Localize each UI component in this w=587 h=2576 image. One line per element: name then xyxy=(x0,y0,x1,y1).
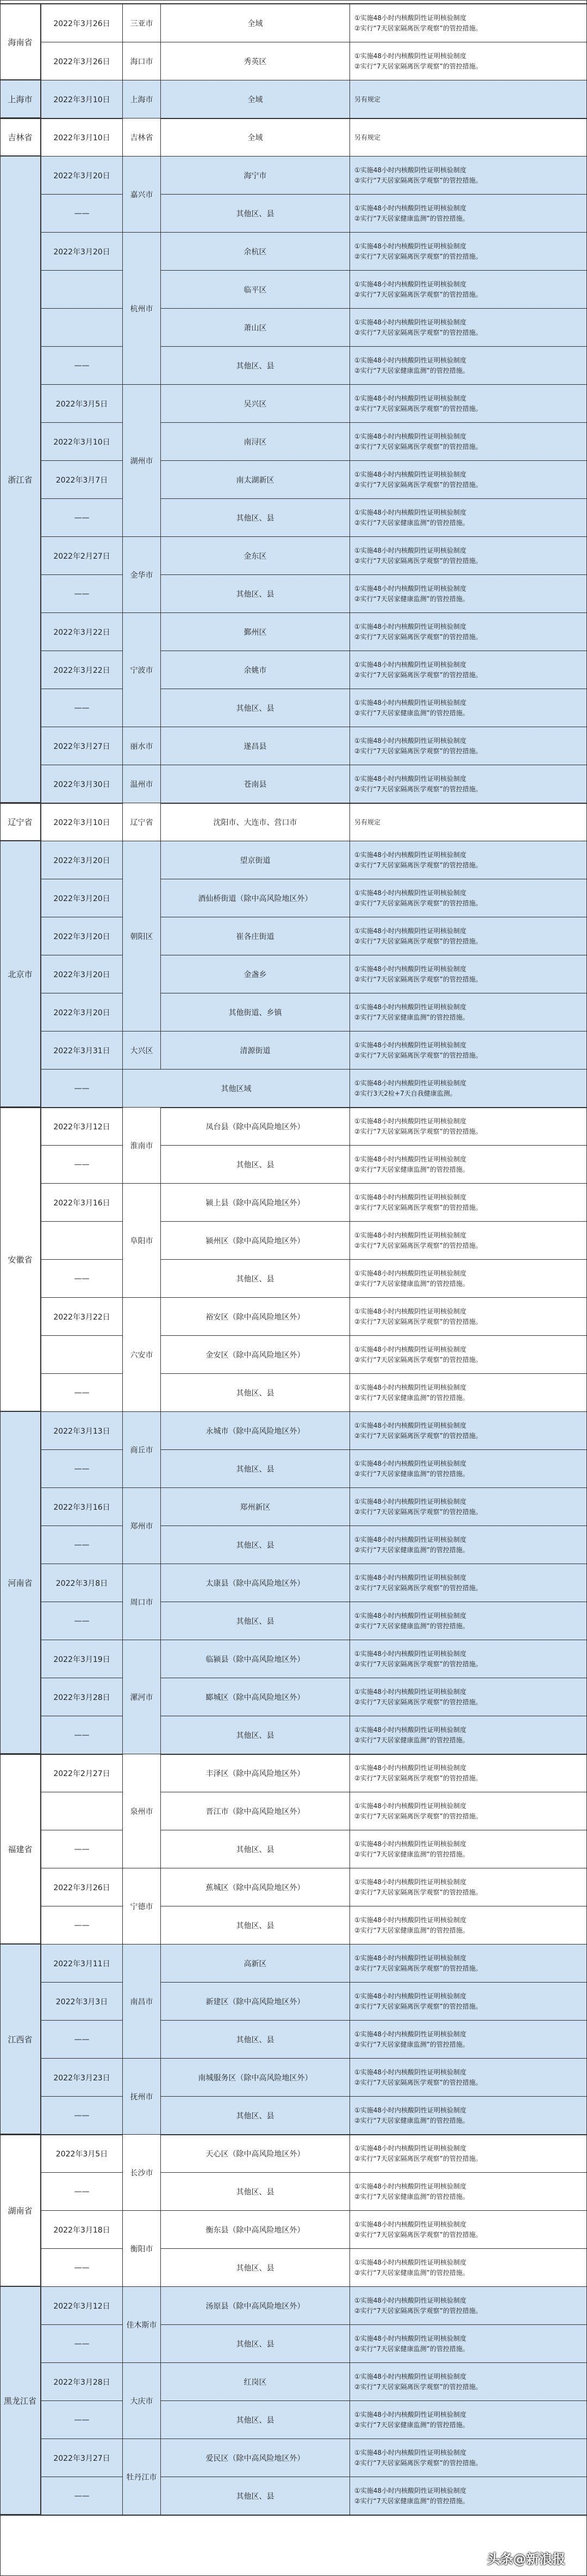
province-cell: 上海市 xyxy=(0,80,41,118)
province-cell: 浙江省 xyxy=(0,157,41,803)
date-cell: —— xyxy=(41,2097,123,2135)
policy-cell: ①实施48小时内核酸阴性证明核验制度 ②实行“7天居家健康监测”的管控措施。 xyxy=(354,2335,469,2353)
area-cell: 其他街道、乡镇 xyxy=(161,993,350,1031)
province-cell: 辽宁省 xyxy=(0,803,41,841)
province-rule xyxy=(0,2515,587,2516)
date-cell: 2022年3月31日 xyxy=(41,1031,123,1070)
date-cell: —— xyxy=(41,1906,123,1944)
area-cell: 其他区、县 xyxy=(161,1906,350,1944)
date-cell: 2022年3月23日 xyxy=(41,2059,123,2097)
policy-cell: ①实施48小时内核酸阴性证明核验制度 ②实行“7天居家隔离医学观察”的管控措施。 xyxy=(354,1498,482,1516)
date-cell: 2022年2月27日 xyxy=(41,537,123,575)
area-cell: 沈阳市、大连市、营口市 xyxy=(161,803,350,841)
policy-cell: ①实施48小时内核酸阴性证明核验制度 ②实行“7天居家隔离医学观察”的管控措施。 xyxy=(354,433,482,451)
policy-cell: ①实施48小时内核酸阴性证明核验制度 ②实行“7天居家隔离医学观察”的管控措施。 xyxy=(354,2221,482,2239)
area-cell: 其他区域 xyxy=(123,1070,350,1108)
area-cell: 衡东县（除中高风险地区外） xyxy=(161,2211,350,2249)
area-cell: 其他区、县 xyxy=(161,2249,350,2287)
city-cell: 三亚市 xyxy=(123,4,161,42)
date-cell: 2022年3月30日 xyxy=(41,765,123,803)
area-cell: 其他区、县 xyxy=(161,2097,350,2135)
area-cell: 凤台县（除中高风险地区外） xyxy=(161,1108,350,1146)
province-cell: 湖南省 xyxy=(0,2135,41,2287)
policy-cell: ①实施48小时内核酸阴性证明核验制度 ②实行“7天居家健康监测”的管控措施。 xyxy=(354,585,469,603)
area-cell: 其他区、县 xyxy=(161,2325,350,2363)
date-cell: —— xyxy=(41,1374,123,1412)
date-cell: 2022年3月11日 xyxy=(41,1944,123,1983)
policy-cell: ①实施48小时内核酸阴性证明核验制度 ②实行“7天居家健康监测”的管控措施。 xyxy=(354,1384,469,1402)
area-cell: 颍上县（除中高风险地区外） xyxy=(161,1184,350,1222)
city-cell: 大兴区 xyxy=(123,1031,161,1070)
policy-cell: ①实施48小时内核酸阴性证明核验制度 ②实行“7天居家隔离医学观察”的管控措施。 xyxy=(354,1764,482,1782)
area-cell: 郑州新区 xyxy=(161,1488,350,1526)
date-cell: —— xyxy=(41,2249,123,2287)
city-cell: 海口市 xyxy=(123,42,161,80)
date-cell: 2022年3月16日 xyxy=(41,1488,123,1526)
area-cell: 其他区、县 xyxy=(161,575,350,613)
date-cell: 2022年3月18日 xyxy=(41,2211,123,2249)
policy-cell: ①实施48小时内核酸阴性证明核验制度 ②实行“7天居家隔离医学观察”的管控措施。 xyxy=(354,1878,482,1896)
area-cell: 南浔区 xyxy=(161,423,350,461)
table-row xyxy=(41,1070,587,1108)
area-cell: 太康县（除中高风险地区外） xyxy=(161,1564,350,1602)
date-cell: —— xyxy=(41,1716,123,1754)
area-cell: 秀英区 xyxy=(161,42,350,80)
date-cell: 2022年3月20日 xyxy=(41,841,123,879)
policy-cell: ①实施48小时内核酸阴性证明核验制度 ②实行“7天居家健康监测”的管控措施。 xyxy=(354,509,469,527)
date-cell: —— xyxy=(41,2401,123,2439)
date-cell: 2022年3月8日 xyxy=(41,1564,123,1602)
policy-cell: ①实施48小时内核酸阴性证明核验制度 ②实行“7天居家隔离医学观察”的管控措施。 xyxy=(354,661,482,679)
policy-cell: ①实施48小时内核酸阴性证明核验制度 ②实行“7天居家隔离医学观察”的管控措施。 xyxy=(354,166,482,184)
policy-cell: ①实施48小时内核酸阴性证明核验制度 ②实行“7天居家隔离医学观察”的管控措施。 xyxy=(354,547,482,565)
area-cell: 其他区、县 xyxy=(161,1830,350,1868)
policy-cell: ①实施48小时内核酸阴性证明核验制度 ②实行“7天居家健康监测”的管控措施。 xyxy=(354,699,469,717)
area-cell: 其他区、县 xyxy=(161,1716,350,1754)
city-cell: 宁波市 xyxy=(123,613,161,727)
policy-cell: ①实施48小时内核酸阴性证明核验制度 ②实行“7天居家健康监测”的管控措施。 xyxy=(354,2487,469,2505)
area-cell: 其他区、县 xyxy=(161,2477,350,2515)
policy-cell: ①实施48小时内核酸阴性证明核验制度 ②实行“7天居家健康监测”的管控措施。 xyxy=(354,1536,469,1554)
city-cell: 吉林省 xyxy=(123,118,161,157)
area-cell: 南城服务区（除中高风险地区外） xyxy=(161,2059,350,2097)
date-cell: 2022年3月16日 xyxy=(41,1184,123,1222)
policy-cell: ①实施48小时内核酸阴性证明核验制度 ②实行“7天居家隔离医学观察”的管控措施。 xyxy=(354,1041,482,1059)
area-cell: 红岗区 xyxy=(161,2363,350,2401)
date-cell: 2022年3月20日 xyxy=(41,917,123,955)
city-cell: 郑州市 xyxy=(123,1488,161,1564)
city-cell: 周口市 xyxy=(123,1564,161,1640)
city-cell: 漯河市 xyxy=(123,1640,161,1754)
date-cell xyxy=(41,1336,123,1374)
date-cell: 2022年3月5日 xyxy=(41,2135,123,2173)
date-cell: —— xyxy=(41,2477,123,2515)
city-cell: 上海市 xyxy=(123,80,161,118)
policy-cell: 另有规定 xyxy=(354,133,381,141)
date-cell: —— xyxy=(41,1526,123,1564)
policy-cell: ①实施48小时内核酸阴性证明核验制度 ②实行“7天居家健康监测”的管控措施。 xyxy=(354,1916,469,1934)
date-cell: 2022年3月12日 xyxy=(41,1108,123,1146)
province-cell: 吉林省 xyxy=(0,118,41,157)
date-cell: 2022年3月13日 xyxy=(41,1412,123,1450)
city-cell: 淮南市 xyxy=(123,1108,161,1184)
date-cell: —— xyxy=(41,2173,123,2211)
area-cell: 其他区、县 xyxy=(161,1450,350,1488)
policy-cell: ①实施48小时内核酸阴性证明核验制度 ②实行“7天居家健康监测”的管控措施。 xyxy=(354,1155,469,1173)
city-cell: 丽水市 xyxy=(123,727,161,765)
area-cell: 其他区、县 xyxy=(161,1526,350,1564)
area-cell: 其他区、县 xyxy=(161,347,350,385)
area-cell: 金东区 xyxy=(161,537,350,575)
area-cell: 清源街道 xyxy=(161,1031,350,1070)
area-cell: 全域 xyxy=(161,80,350,118)
date-cell: 2022年3月10日 xyxy=(41,118,123,157)
date-cell: —— xyxy=(41,1830,123,1868)
area-cell: 其他区、县 xyxy=(161,689,350,727)
policy-cell: ①实施48小时内核酸阴性证明核验制度 ②实行“7天居家隔离医学观察”的管控措施。 xyxy=(354,1802,482,1820)
date-cell: —— xyxy=(41,499,123,537)
area-cell: 其他区、县 xyxy=(161,2173,350,2211)
province-cell: 河南省 xyxy=(0,1412,41,1754)
area-cell: 海宁市 xyxy=(161,157,350,195)
city-cell: 六安市 xyxy=(123,1298,161,1412)
date-cell: —— xyxy=(41,575,123,613)
area-cell: 酒仙桥街道（除中高风险地区外） xyxy=(161,879,350,917)
policy-cell: ①实施48小时内核酸阴性证明核验制度 ②实行“7天居家健康监测”的管控措施。 xyxy=(354,1612,469,1630)
city-cell: 阜阳市 xyxy=(123,1184,161,1298)
area-cell: 其他区、县 xyxy=(161,1602,350,1640)
area-cell: 南太湖新区 xyxy=(161,461,350,499)
area-cell: 鄞州区 xyxy=(161,613,350,651)
area-cell: 其他区、县 xyxy=(161,1260,350,1298)
area-cell: 余姚市 xyxy=(161,651,350,689)
area-cell: 余杭区 xyxy=(161,233,350,271)
date-cell: 2022年3月27日 xyxy=(41,2439,123,2477)
policy-cell: ①实施48小时内核酸阴性证明核验制度 ②实行“7天居家隔离医学观察”的管控措施。 xyxy=(354,775,482,793)
area-cell: 萧山区 xyxy=(161,309,350,347)
area-cell: 汤原县（除中高风险地区外） xyxy=(161,2287,350,2325)
area-cell: 临颍县（除中高风险地区外） xyxy=(161,1640,350,1678)
policy-cell: ①实施48小时内核酸阴性证明核验制度 ②实行“7天居家健康监测”的管控措施。 xyxy=(354,1003,469,1021)
watermark: 头条@新浪报 xyxy=(487,2552,565,2567)
policy-cell: ①实施48小时内核酸阴性证明核验制度 ②实行“7天居家隔离医学观察”的管控措施。 xyxy=(354,623,482,641)
date-cell: 2022年3月26日 xyxy=(41,1868,123,1906)
area-cell: 高新区 xyxy=(161,1944,350,1983)
policy-cell: ①实施48小时内核酸阴性证明核验制度 ②实行“7天居家健康监测”的管控措施。 xyxy=(354,2183,469,2200)
date-cell: 2022年3月10日 xyxy=(41,423,123,461)
area-cell: 遂昌县 xyxy=(161,727,350,765)
area-cell: 崔各庄街道 xyxy=(161,917,350,955)
area-cell: 其他区、县 xyxy=(161,1374,350,1412)
policy-cell: ①实施48小时内核酸阴性证明核验制度 ②实行“7天居家隔离医学观察”的管控措施。 xyxy=(354,965,482,983)
date-cell: —— xyxy=(41,195,123,233)
date-cell: —— xyxy=(41,1260,123,1298)
policy-cell: ①实施48小时内核酸阴性证明核验制度 ②实行“7天居家隔离医学观察”的管控措施。 xyxy=(354,1308,482,1325)
area-cell: 丰泽区（除中高风险地区外） xyxy=(161,1754,350,1792)
date-cell: —— xyxy=(41,2325,123,2363)
policy-cell: ①实施48小时内核酸阴性证明核验制度 ②实行“7天居家隔离医学观察”的管控措施。 xyxy=(354,2449,482,2467)
policy-cell: ①实施48小时内核酸阴性证明核验制度 ②实行“7天居家隔离医学观察”的管控措施。 xyxy=(354,14,482,32)
policy-cell: ①实施48小时内核酸阴性证明核验制度 ②实行“7天居家健康监测”的管控措施。 xyxy=(354,357,469,374)
date-cell: 2022年3月26日 xyxy=(41,4,123,42)
city-cell: 辽宁省 xyxy=(123,803,161,841)
area-cell: 望京街道 xyxy=(161,841,350,879)
date-cell: 2022年3月22日 xyxy=(41,1298,123,1336)
province-cell: 海南省 xyxy=(0,4,41,80)
city-cell: 南昌市 xyxy=(123,1944,161,2059)
province-cell: 北京市 xyxy=(0,841,41,1108)
policy-cell: ①实施48小时内核酸阴性证明核验制度 ②实行“7天居家隔离医学观察”的管控措施。 xyxy=(354,737,482,755)
date-cell: —— xyxy=(41,689,123,727)
area-cell: 郾城区（除中高风险地区外） xyxy=(161,1678,350,1716)
date-cell: 2022年3月28日 xyxy=(41,1678,123,1716)
area-cell: 金盏乡 xyxy=(161,955,350,993)
policy-cell: ①实施48小时内核酸阴性证明核验制度 ②实行“7天居家隔离医学观察”的管控措施。 xyxy=(354,889,482,907)
city-cell: 杭州市 xyxy=(123,233,161,385)
policy-cell: ①实施48小时内核酸阴性证明核验制度 ②实行“7天居家隔离医学观察”的管控措施。 xyxy=(354,471,482,489)
area-cell: 晋江市（除中高风险地区外） xyxy=(161,1792,350,1830)
area-cell: 其他区、县 xyxy=(161,195,350,233)
city-cell: 衡阳市 xyxy=(123,2211,161,2287)
policy-cell: ①实施48小时内核酸阴性证明核验制度 ②实行“7天居家健康监测”的管控措施。 xyxy=(354,1840,469,1858)
date-cell: 2022年3月3日 xyxy=(41,1983,123,2021)
area-cell: 金安区（除中高风险地区外） xyxy=(161,1336,350,1374)
date-cell: —— xyxy=(41,1602,123,1640)
policy-cell: ①实施48小时内核酸阴性证明核验制度 ②实行“7天居家健康监测”的管控措施。 xyxy=(354,2030,469,2048)
policy-cell: ①实施48小时内核酸阴性证明核验制度 ②实行“7天居家隔离医学观察”的管控措施。 xyxy=(354,2297,482,2315)
area-cell: 永城市（除中高风险地区外） xyxy=(161,1412,350,1450)
city-cell: 大庆市 xyxy=(123,2363,161,2439)
policy-cell: ①实施48小时内核酸阴性证明核验制度 ②实行“7天居家隔离医学观察”的管控措施。 xyxy=(354,1422,482,1440)
province-cell: 安徽省 xyxy=(0,1108,41,1412)
policy-cell: ①实施48小时内核酸阴性证明核验制度 ②实行“7天居家隔离医学观察”的管控措施。 xyxy=(354,1346,482,1364)
policy-cell: ①实施48小时内核酸阴性证明核验制度 ②实行“7天居家隔离医学观察”的管控措施。 xyxy=(354,1688,482,1706)
policy-cell: ①实施48小时内核酸阴性证明核验制度 ②实行“7天居家隔离医学观察”的管控措施。 xyxy=(354,280,482,298)
area-cell: 蕉城区（除中高风险地区外） xyxy=(161,1868,350,1906)
date-cell: 2022年3月12日 xyxy=(41,2287,123,2325)
date-cell xyxy=(41,271,123,309)
policy-cell: 另有规定 xyxy=(354,95,381,103)
policy-cell: ①实施48小时内核酸阴性证明核验制度 ②实行“7天居家隔离医学观察”的管控措施。 xyxy=(354,1574,482,1592)
date-cell: 2022年3月20日 xyxy=(41,993,123,1031)
city-cell: 嘉兴市 xyxy=(123,157,161,233)
province-cell: 江西省 xyxy=(0,1944,41,2135)
city-cell: 金华市 xyxy=(123,537,161,613)
area-cell: 全域 xyxy=(161,4,350,42)
policy-cell: ①实施48小时内核酸阴性证明核验制度 ②实行“7天居家隔离医学观察”的管控措施。 xyxy=(354,2068,482,2086)
policy-cell: ①实施48小时内核酸阴性证明核验制度 ②实行“7天居家隔离医学观察”的管控措施。 xyxy=(354,1992,482,2010)
policy-cell: ①实施48小时内核酸阴性证明核验制度 ②实行“7天居家隔离医学观察”的管控措施。 xyxy=(354,318,482,336)
policy-cell: ①实施48小时内核酸阴性证明核验制度 ②实行“7天居家隔离医学观察”的管控措施。 xyxy=(354,2144,482,2162)
area-cell: 裕安区（除中高风险地区外） xyxy=(161,1298,350,1336)
date-cell: 2022年3月20日 xyxy=(41,879,123,917)
date-cell xyxy=(41,1222,123,1260)
policy-cell: ①实施48小时内核酸阴性证明核验制度 ②实行“7天居家健康监测”的管控措施。 xyxy=(354,1460,469,1478)
date-cell: 2022年3月7日 xyxy=(41,461,123,499)
area-cell: 临平区 xyxy=(161,271,350,309)
date-cell: 2022年2月27日 xyxy=(41,1754,123,1792)
area-cell: 爱民区（除中高风险地区外） xyxy=(161,2439,350,2477)
date-cell: 2022年3月19日 xyxy=(41,1640,123,1678)
area-cell: 其他区、县 xyxy=(161,2021,350,2059)
date-cell: —— xyxy=(41,1450,123,1488)
city-cell: 牡丹江市 xyxy=(123,2439,161,2515)
policy-cell: 另有规定 xyxy=(354,818,381,826)
policy-cell: ①实施48小时内核酸阴性证明核验制度 ②实行“7天居家隔离医学观察”的管控措施。 xyxy=(354,395,482,412)
policy-cell: ①实施48小时内核酸阴性证明核验制度 ②实行“7天居家隔离医学观察”的管控措施。 xyxy=(354,851,482,869)
date-cell: 2022年3月20日 xyxy=(41,233,123,271)
area-cell: 其他区、县 xyxy=(161,2401,350,2439)
area-cell: 其他区、县 xyxy=(161,1146,350,1184)
policy-cell: ①实施48小时内核酸阴性证明核验制度 ②实行“7天居家隔离医学观察”的管控措施。 xyxy=(354,1650,482,1668)
city-cell: 宁德市 xyxy=(123,1868,161,1944)
date-cell: —— xyxy=(41,347,123,385)
policy-cell: ①实施48小时内核酸阴性证明核验制度 ②实行“7天居家健康监测”的管控措施。 xyxy=(354,2106,469,2124)
date-cell: 2022年3月22日 xyxy=(41,651,123,689)
policy-cell: ①实施48小时内核酸阴性证明核验制度 ②实行“7天居家健康监测”的管控措施。 xyxy=(354,2411,469,2429)
policy-cell: ①实施48小时内核酸阴性证明核验制度 ②实行“7天居家健康监测”的管控措施。 xyxy=(354,204,469,222)
policy-cell: ①实施48小时内核酸阴性证明核验制度 ②实行“7天居家健康监测”的管控措施。 xyxy=(354,1270,469,1287)
date-cell: 2022年3月28日 xyxy=(41,2363,123,2401)
area-cell: 全域 xyxy=(161,118,350,157)
policy-cell: ①实施48小时内核酸阴性证明核验制度 ②实行“7天居家隔离医学观察”的管控措施。 xyxy=(354,1193,482,1211)
province-cell: 黑龙江省 xyxy=(0,2287,41,2515)
policy-cell: ①实施48小时内核酸阴性证明核验制度 ②实行“7天居家健康监测”的管控措施。 xyxy=(354,1726,469,1744)
city-cell: 泉州市 xyxy=(123,1754,161,1868)
policy-cell: ①实施48小时内核酸阴性证明核验制度 ②实行“7天居家隔离医学观察”的管控措施。 xyxy=(354,242,482,260)
date-cell: —— xyxy=(41,2021,123,2059)
policy-cell: ①实施48小时内核酸阴性证明核验制度 ②实行3天2检+7天自我健康监测。 xyxy=(354,1079,467,1097)
city-cell: 抚州市 xyxy=(123,2059,161,2135)
policy-cell: ①实施48小时内核酸阴性证明核验制度 ②实行“7天居家隔离医学观察”的管控措施。 xyxy=(354,1117,482,1135)
city-cell: 商丘市 xyxy=(123,1412,161,1488)
date-cell: 2022年3月20日 xyxy=(41,955,123,993)
date-cell: 2022年3月10日 xyxy=(41,80,123,118)
area-cell: 颍州区（除中高风险地区外） xyxy=(161,1222,350,1260)
area-cell: 吴兴区 xyxy=(161,385,350,423)
policy-cell: ①实施48小时内核酸阴性证明核验制度 ②实行“7天居家隔离医学观察”的管控措施。 xyxy=(354,1231,482,1249)
policy-cell: ①实施48小时内核酸阴性证明核验制度 ②实行“7天居家隔离医学观察”的管控措施。 xyxy=(354,927,482,945)
date-cell: —— xyxy=(41,1070,123,1108)
area-cell: 天心区（除中高风险地区外） xyxy=(161,2135,350,2173)
date-cell: 2022年3月5日 xyxy=(41,385,123,423)
date-cell: 2022年3月22日 xyxy=(41,613,123,651)
policy-cell: ①实施48小时内核酸阴性证明核验制度 ②实行“7天居家隔离医学观察”的管控措施。 xyxy=(354,52,482,70)
date-cell xyxy=(41,309,123,347)
city-cell: 温州市 xyxy=(123,765,161,803)
date-cell: 2022年3月27日 xyxy=(41,727,123,765)
date-cell: 2022年3月10日 xyxy=(41,803,123,841)
date-cell: 2022年3月26日 xyxy=(41,42,123,80)
date-cell: —— xyxy=(41,1146,123,1184)
policy-cell: ①实施48小时内核酸阴性证明核验制度 ②实行“7天居家隔离医学观察”的管控措施。 xyxy=(354,1954,482,1972)
area-cell: 其他区、县 xyxy=(161,499,350,537)
date-cell xyxy=(41,1792,123,1830)
city-cell: 朝阳区 xyxy=(123,841,161,1031)
city-cell: 长沙市 xyxy=(123,2135,161,2211)
area-cell: 新建区（除中高风险地区外） xyxy=(161,1983,350,2021)
date-cell: 2022年3月20日 xyxy=(41,157,123,195)
province-cell: 福建省 xyxy=(0,1754,41,1944)
area-cell: 苍南县 xyxy=(161,765,350,803)
policy-cell: ①实施48小时内核酸阴性证明核验制度 ②实行“7天居家隔离医学观察”的管控措施。 xyxy=(354,2373,482,2391)
city-cell: 湖州市 xyxy=(123,385,161,537)
city-cell: 佳木斯市 xyxy=(123,2287,161,2363)
policy-cell: ①实施48小时内核酸阴性证明核验制度 ②实行“7天居家健康监测”的管控措施。 xyxy=(354,2259,469,2277)
